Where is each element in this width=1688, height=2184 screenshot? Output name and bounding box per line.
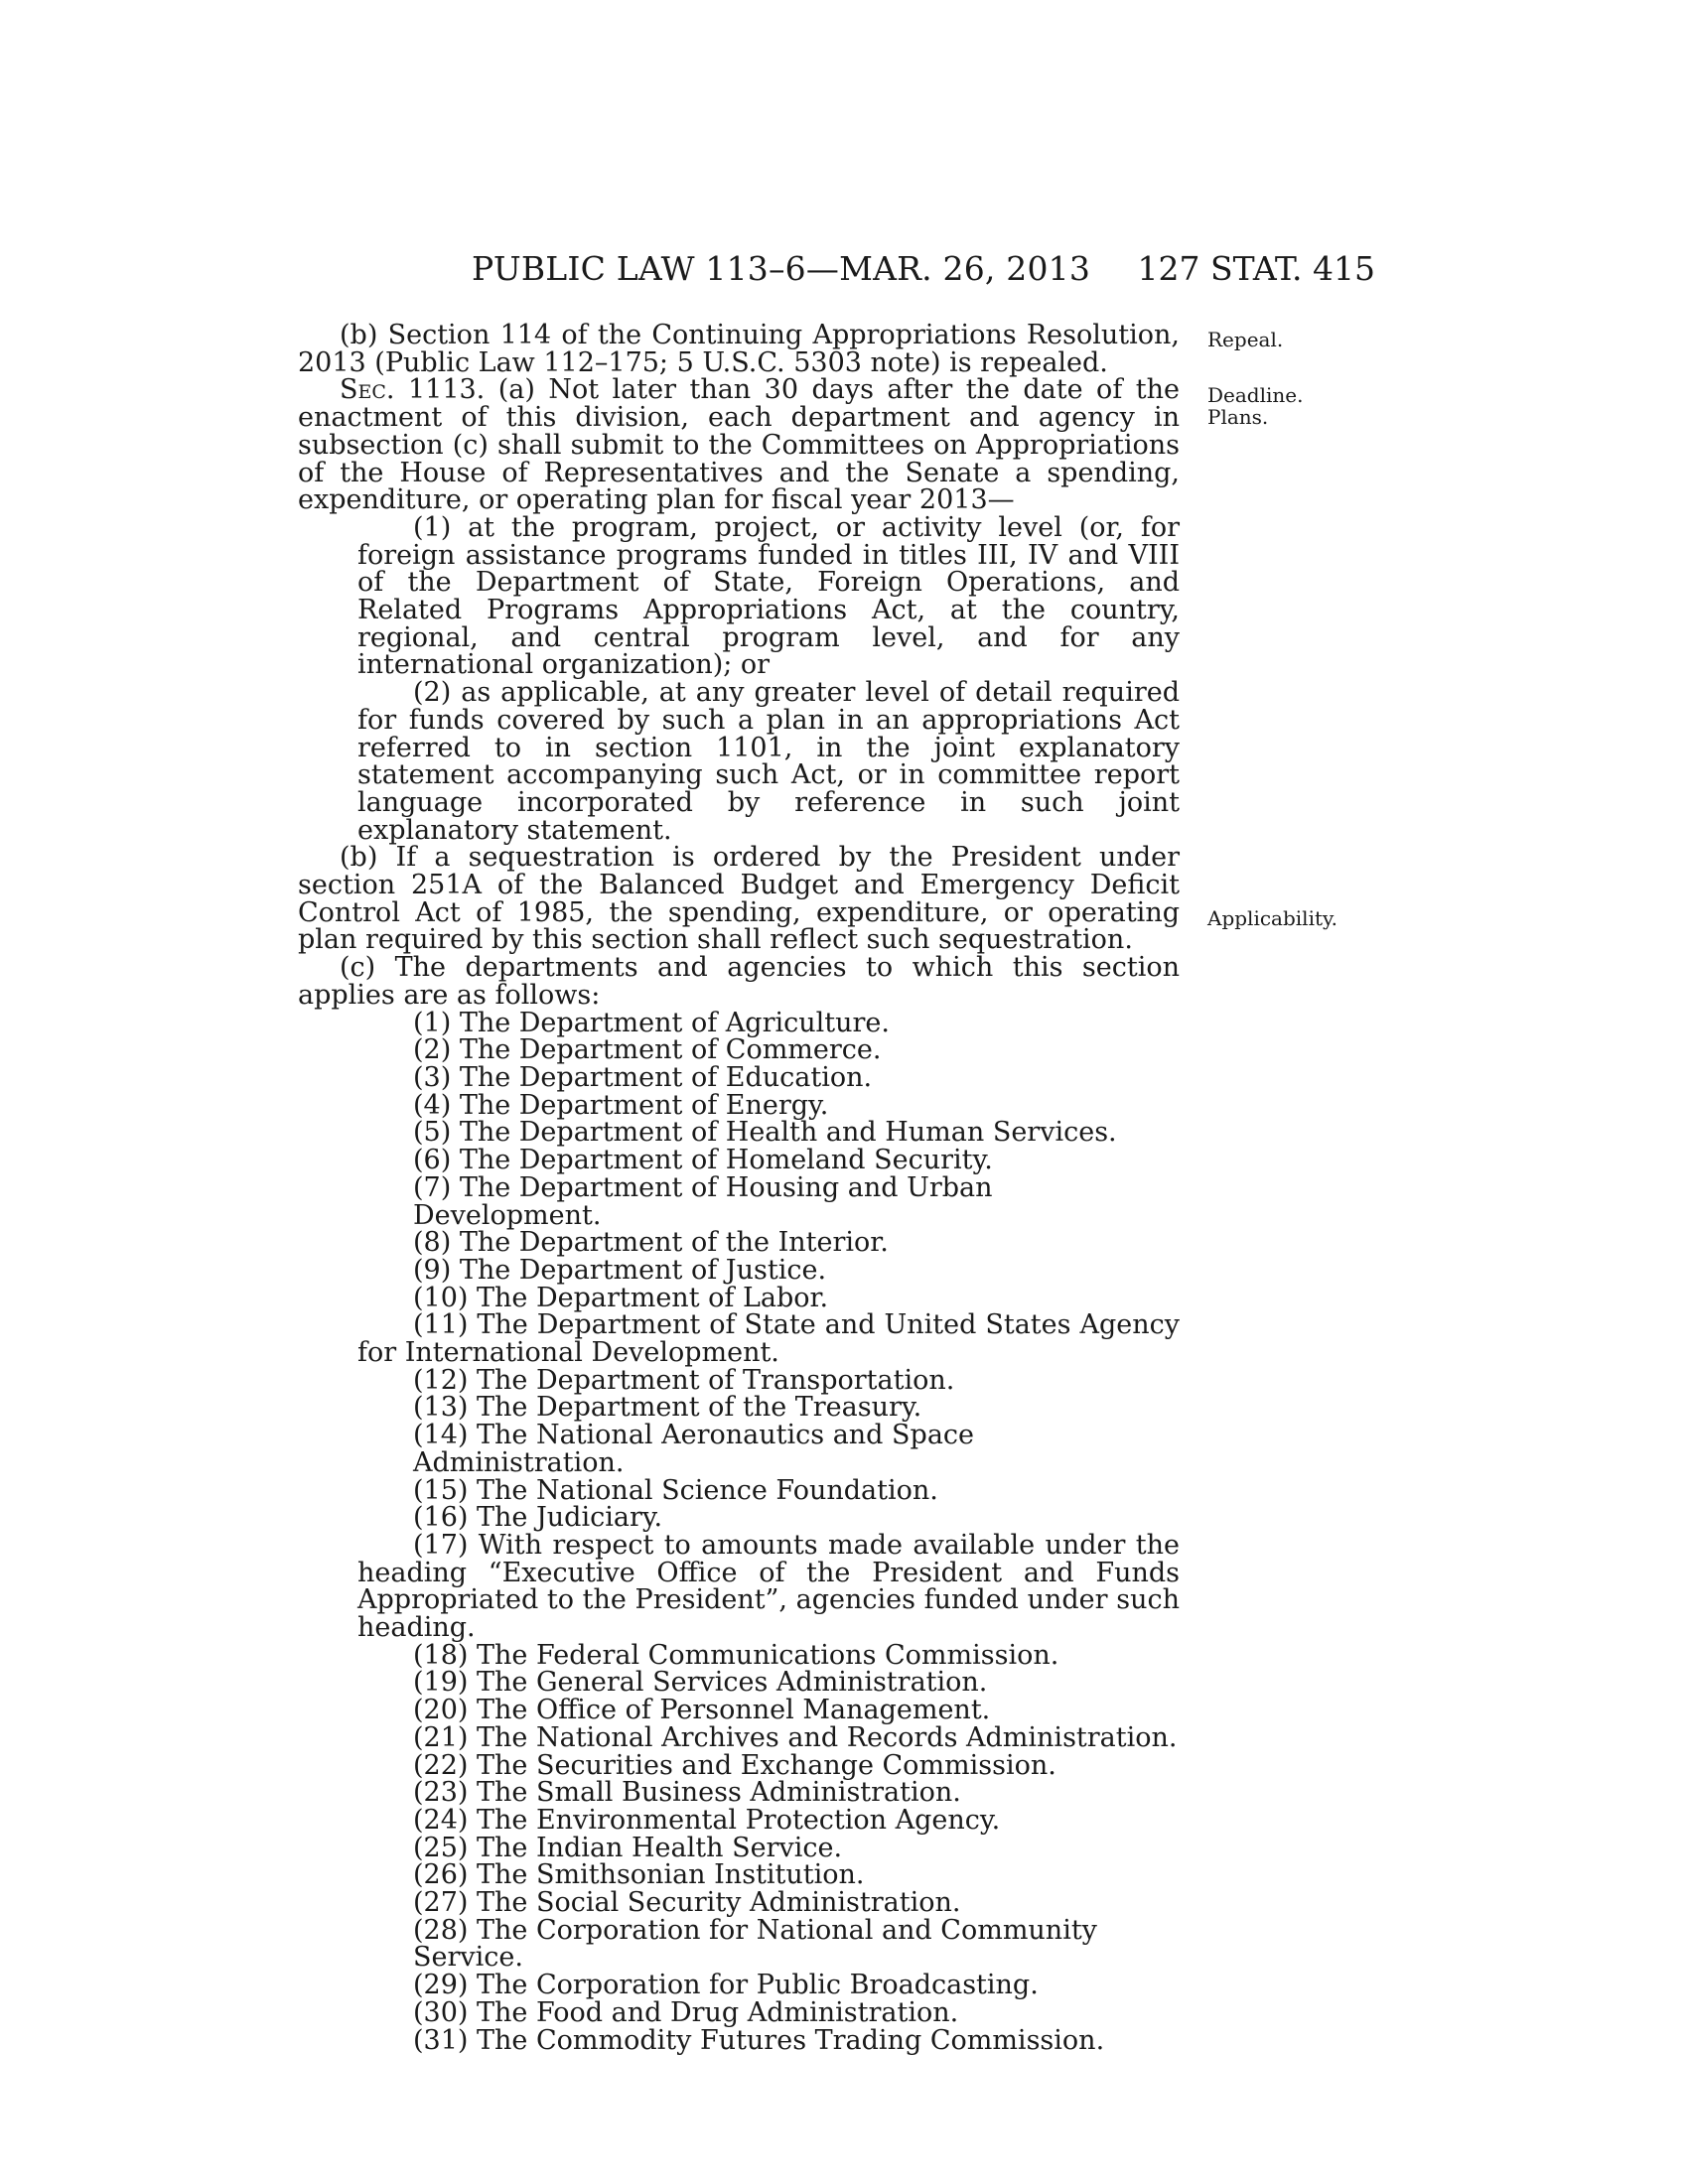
- list-item: (19) The General Services Administration.: [413, 1667, 988, 1699]
- list-item: (7) The Department of Housing and Urban Development.: [413, 1171, 993, 1231]
- section-1113-a: [298, 376, 1180, 514]
- list-item: (29) The Corporation for Public Broadcasting.: [413, 1970, 1039, 2001]
- list-item: (21) The National Archives and Records Administration.: [413, 1721, 1178, 1753]
- section-label: Sec.: [340, 374, 395, 406]
- list-item: (15) The National Science Foundation.: [413, 1474, 938, 1506]
- list-item: (5) The Department of Health and Human Services.: [413, 1117, 1117, 1149]
- list-item: (8) The Department of the Interior.: [413, 1227, 889, 1259]
- list-item: (4) The Department of Energy.: [413, 1089, 829, 1121]
- statute-page-number: 127 STAT. 415: [1137, 249, 1375, 288]
- list-item: (9) The Department of Justice.: [413, 1254, 827, 1286]
- margin-note-plans: Plans.: [1207, 405, 1269, 429]
- section-1113-c: (c) The departments and agencies to which this section applies are as follows:: [298, 952, 1180, 1011]
- list-item: (3) The Department of Education.: [413, 1061, 873, 1093]
- list-item: (18) The Federal Communications Commission.: [413, 1639, 1059, 1671]
- list-item: (6) The Department of Homeland Security.: [413, 1145, 993, 1176]
- paragraph-b-repeal: (b) Section 114 of the Continuing Appropriations Resolution, 2013 (Public Law 112–175; 5 U.S.C. 5303 note) is repealed.: [298, 320, 1180, 378]
- page-header: [298, 249, 1375, 289]
- list-item: (22) The Securities and Exchange Commission.: [413, 1749, 1056, 1781]
- list-item: (14) The National Aeronautics and Space Administration.: [413, 1420, 975, 1478]
- list-item: (13) The Department of the Treasury.: [413, 1392, 922, 1424]
- list-item: (25) The Indian Health Service.: [413, 1832, 843, 1863]
- section-1113-a-text: 1113. (a) Not later than 30 days after the date of the enactment of this division, each department and agency in subsection (c) shall submit to the Committees on Appropriations of the House of Representatives and the Senate a spending, expenditure, or operating plan for fiscal year 2013—: [298, 374, 1180, 516]
- list-item: (11) The Department of State and United States Agency for International Development.: [357, 1309, 1180, 1369]
- list-item: (28) The Corporation for National and Community Service.: [413, 1914, 1097, 1974]
- margin-note-applicability: Applicability.: [1207, 906, 1337, 930]
- list-item: (27) The Social Security Administration.: [413, 1887, 961, 1919]
- list-item: (30) The Food and Drug Administration.: [413, 1996, 959, 2028]
- list-item: (1) The Department of Agriculture.: [413, 1007, 890, 1038]
- document-body: [298, 322, 1180, 2054]
- list-item: (26) The Smithsonian Institution.: [413, 1859, 865, 1891]
- running-head-title: PUBLIC LAW 113–6—MAR. 26, 2013: [472, 249, 1091, 288]
- subparagraph-2: (2) as applicable, at any greater level of detail required for funds covered by such a plan in an appropriations Act referred to in section 1101, in the joint explanatory statement accompanying such Act, or in committee report language incorporated by reference in such joint explanatory statement.: [357, 677, 1180, 846]
- list-item: (16) The Judiciary.: [413, 1502, 663, 1534]
- list-item: (12) The Department of Transportation.: [413, 1364, 955, 1396]
- list-item: (17) With respect to amounts made available under the heading “Executive Office of the President and Funds Appropriated to the President”, agencies funded under such heading.: [357, 1529, 1180, 1644]
- list-item: (31) The Commodity Futures Trading Commission.: [413, 2024, 1105, 2056]
- margin-note-repeal: Repeal.: [1207, 328, 1284, 351]
- list-item: (23) The Small Business Administration.: [413, 1777, 961, 1809]
- section-1113-b: (b) If a sequestration is ordered by the President under section 251A of the Balanced Budget and Emergency Deficit Control Act of 1985, the spending, expenditure, or operating plan required by this section shall reflect such sequestration.: [298, 842, 1180, 956]
- list-item: (10) The Department of Labor.: [413, 1282, 829, 1313]
- list-item: (2) The Department of Commerce.: [413, 1034, 882, 1066]
- subparagraph-1: (1) at the program, project, or activity level (or, for foreign assistance programs funded in titles III, IV and VIII of the Department of State, Foreign Operations, and Related Programs Appropriations Act, at the country, regional, and central program level, and for any international organization); or: [357, 511, 1180, 681]
- margin-note-deadline: Deadline.: [1207, 383, 1304, 407]
- list-item: (20) The Office of Personnel Management.: [413, 1695, 991, 1726]
- list-item: (24) The Environmental Protection Agency.: [413, 1804, 1001, 1836]
